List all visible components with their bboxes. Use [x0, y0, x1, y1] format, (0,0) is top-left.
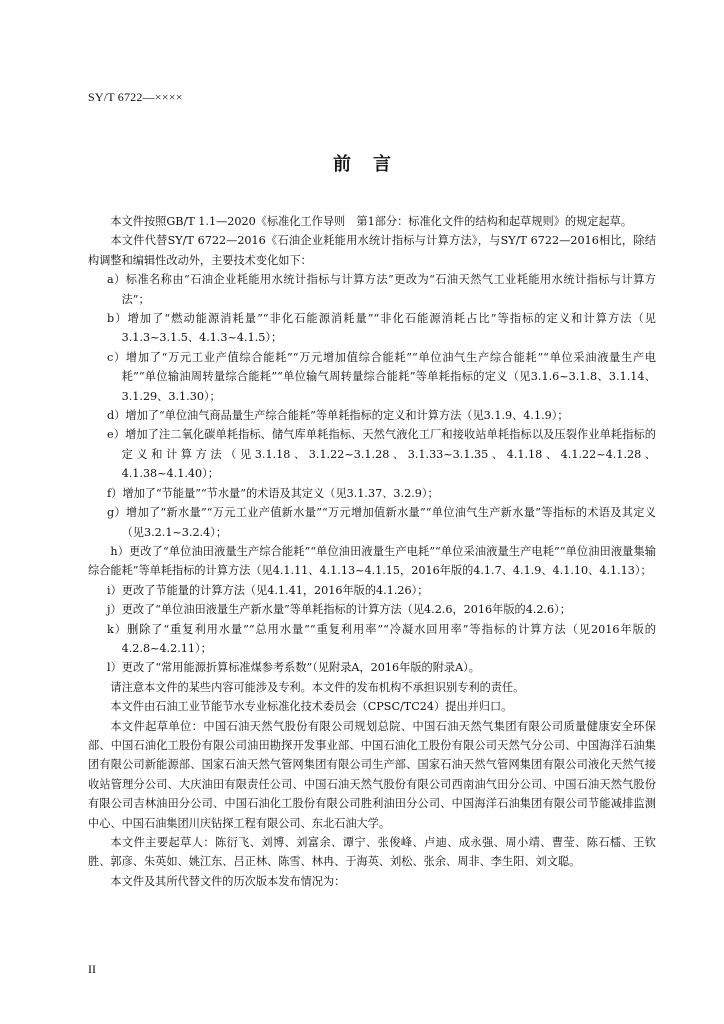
paragraph-replacement: 本文件代替SY/T 6722—2016《石油企业耗能用水统计指标与计算方法》，与SY/T 6722—2016相比，除结构调整和编辑性改动外，主要技术变化如下：: [88, 234, 656, 267]
list-item-k: k）删除了“重复利用水量”“总用水量”“重复利用率”“冷凝水回用率”等指标的计算方法（见2016年版的4.2.8~4.2.11）；: [107, 622, 656, 655]
paragraph-patent-notice: 请注意本文件的某些内容可能涉及专利。本文件的发布机构不承担识别专利的责任。: [110, 680, 525, 694]
list-item-d: d）增加了“单位油气商品量生产综合能耗”等单耗指标的定义和计算方法（见3.1.9、4.1.9）；: [107, 409, 569, 423]
list-item-l: l）更改了“常用能源折算标准煤参考系数”（见附录A，2016年版的附录A）。: [107, 661, 480, 675]
page-title: 前言: [333, 154, 413, 175]
list-item-h: h）更改了“单位油田液量生产综合能耗”“单位油田液量生产电耗”“单位采油液量生产电耗”“单位油田液量集输综合能耗”等单耗指标的计算方法（见4.1.11、4.1.13~4.1.15，2016年版的4.1.7、4.1.9、4.1.10、4.1.13）；: [88, 544, 656, 578]
paragraph-drafting-rule: 本文件按照GB/T 1.1—2020《标准化工作导则 第1部分：标准化文件的结构和起草规则》的规定起草。: [110, 215, 633, 228]
list-item-b: b）增加了“燃动能源消耗量”“非化石能源消耗量”“非化石能源消耗占比”等指标的定义和计算方法（见3.1.3~3.1.5、4.1.3~4.1.5）；: [107, 312, 656, 345]
list-item-j: j）更改了“单位油田液量生产新水量”等单耗指标的计算方法（见4.2.6，2016年版的4.2.6）；: [107, 603, 571, 617]
paragraph-drafters: 本文件主要起草人：陈衍飞、刘博、刘富余、谭宁、张俊峰、卢迪、成永强、周小靖、曹莹、陈石檑、王钦胜、郭彦、朱英如、姚江东、吕正林、陈雪、林冉、于海英、刘松、张余、周非、李生阳、刘文聪。: [88, 836, 656, 869]
paragraph-version-history: 本文件及其所代替文件的历次版本发布情况为：: [110, 874, 346, 888]
paragraph-drafting-units: 本文件起草单位：中国石油天然气股份有限公司规划总院、中国石油天然气集团有限公司质量健康安全环保部、中国石油化工股份有限公司油田勘探开发事业部、中国石油化工股份有限公司天然气分公司、中国海洋石油集团有限公司新能源部、国家石油天然气管网集团有限公司生产部、国家石油天然气管网集团有限公司液化天然气接收站管理分公司、大庆油田有限责任公司、中国石油天然气股份有限公司西南油气田分公司、中国石油天然气股份有限公司吉林油田分公司、中国石油化工股份有限公司胜利油田分公司、中国海洋石油集团有限公司节能减排监测中心、中国石油集团川庆钻探工程有限公司、东北石油大学。: [88, 719, 656, 830]
list-item-f: f）增加了“节能量”“节水量”的术语及其定义（见3.1.37、3.2.9）；: [107, 486, 439, 500]
standard-code: SY/T 6722—××××: [88, 90, 183, 104]
list-item-i: i）更改了节能量的计算方法（见4.1.41，2016年版的4.1.26）；: [107, 583, 429, 597]
list-item-g: g）增加了“新水量”“万元工业产值新水量”“万元增加值新水量”“单位油气生产新水量”等指标的术语及其定义（见3.2.1~3.2.4）；: [107, 506, 656, 539]
paragraph-proposer: 本文件由石油工业节能节水专业标准化技术委员会（CPSC/TC24）提出并归口。: [110, 700, 513, 714]
page-number: II: [88, 962, 96, 976]
list-item-a: a）标准名称由“石油企业耗能用水统计指标与计算方法”更改为“石油天然气工业耗能用水统计指标与计算方法”；: [107, 273, 656, 306]
document-body: [88, 212, 656, 891]
list-item-e: e）增加了注二氧化碳单耗指标、储气库单耗指标、天然气液化工厂和接收站单耗指标以及压裂作业单耗指标的定义和计算方法（见3.1.18、3.1.22~3.1.28、3.1.33~3.1.35、4.1.18、4.1.22~4.1.28、4.1.38~4.1.40）；: [107, 428, 656, 481]
list-item-c: c）增加了“万元工业产值综合能耗”“万元增加值综合能耗”“单位油气生产综合能耗”“单位采油液量生产电耗”“单位输油周转量综合能耗”“单位输气周转量综合能耗”等单耗指标的定义（见3.1.6~3.1.8、3.1.14、3.1.29、3.1.30）；: [107, 350, 656, 403]
